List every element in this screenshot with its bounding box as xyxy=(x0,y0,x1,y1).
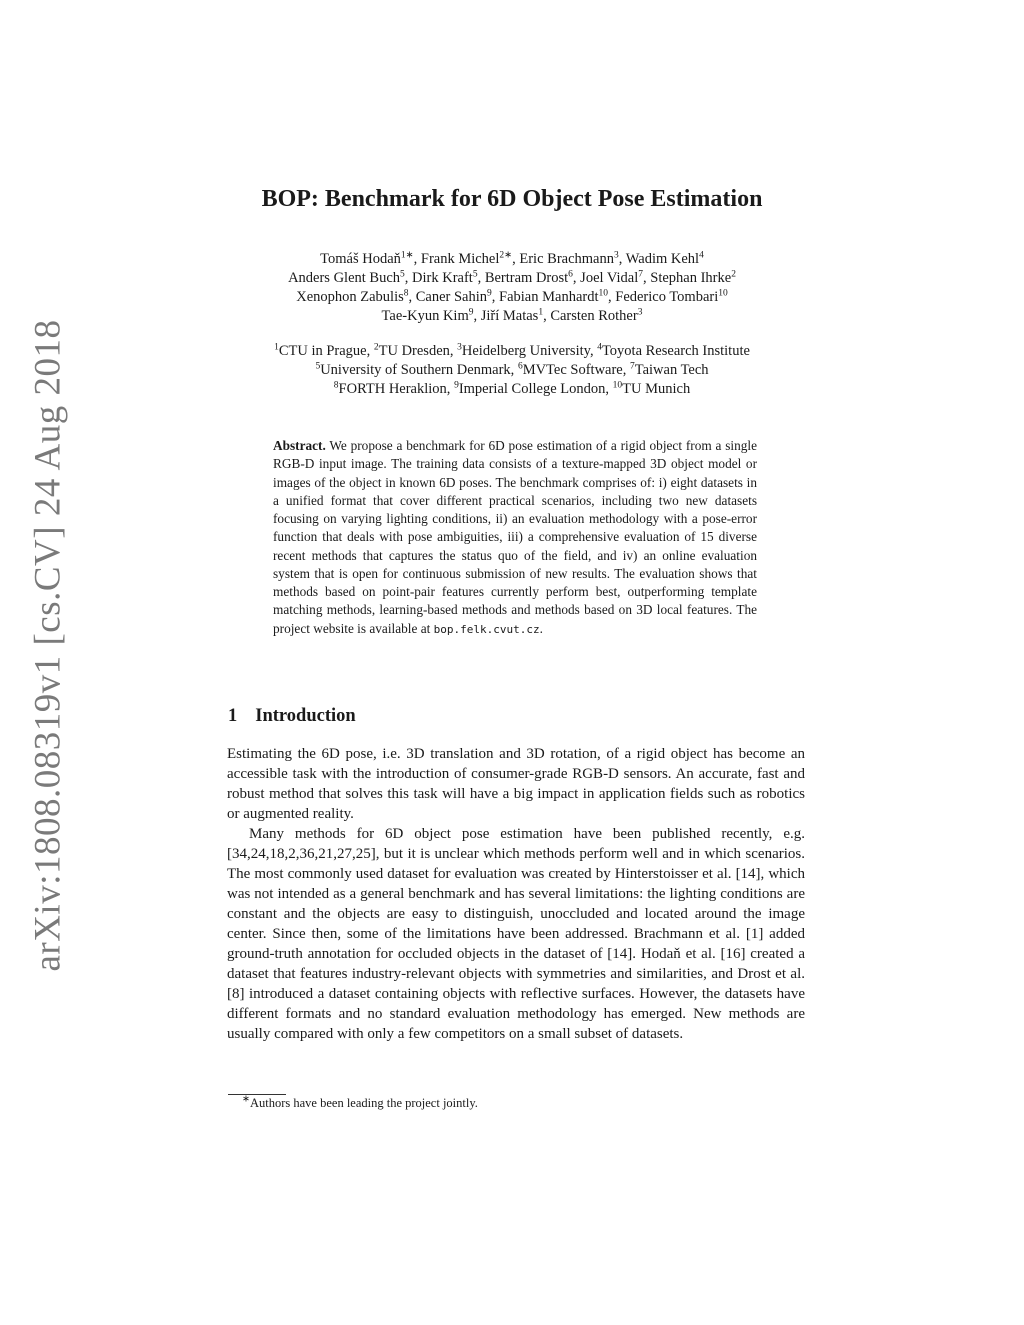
affiliation-marker: 4 xyxy=(597,342,602,353)
author-name: , Frank Michel xyxy=(413,251,500,267)
author-marker: 5 xyxy=(472,269,478,280)
author-name: , Stephan Ihrke xyxy=(643,270,732,286)
author-marker: 10 xyxy=(598,288,608,299)
author-marker: 9 xyxy=(468,307,474,318)
author-name: Tomáš Hodaň xyxy=(320,251,401,267)
affiliation-marker: 10 xyxy=(612,380,623,391)
affiliation-line xyxy=(200,342,824,361)
affiliation-list xyxy=(200,342,824,399)
affiliation-marker: 2 xyxy=(373,342,379,353)
footnote-text: Authors have been leading the project jointly. xyxy=(249,1096,478,1110)
author-name: , Jiří Matas xyxy=(473,308,539,324)
affiliation-name: TU Munich xyxy=(622,381,691,397)
affiliation-name: Heidelberg University, xyxy=(461,343,598,359)
paragraph: Many methods for 6D object pose estimation have been published recently, e.g. [34,24,18,2,36,21,27,25], but it is unclear which methods perform well and in which scenarios. The most commonly used dataset for evaluation was created by Hinterstoisser et al. [14], which was not intended as a general benchmark and has several limitations: the lighting conditions are constant and the objects are easy to distinguish, unoccluded and located around the image center. Since then, some of the limitations have been addressed. Brachmann et al. [1] added ground-truth annotation for occluded objects in the dataset of [14]. Hodaň et al. [16] created a dataset that features industry-relevant objects with symmetries and similarities, and Drost et al. [8] introduced a dataset containing objects with reflective surfaces. However, the datasets have different formats and no standard evaluation methodology has emerged. New methods are usually compared with only a few competitors on a small subset of datasets. xyxy=(227,826,805,1042)
author-name: , Joel Vidal xyxy=(572,270,639,286)
affiliation-line xyxy=(200,361,824,380)
author-marker: 6 xyxy=(568,269,573,280)
affiliation-name: Imperial College London, xyxy=(458,381,613,397)
abstract-label: Abstract. xyxy=(273,438,326,453)
affiliation-name: Taiwan Tech xyxy=(634,362,709,378)
author-list xyxy=(200,250,824,326)
author-name: , Carsten Rother xyxy=(543,308,638,324)
author-name: , Dirk Kraft xyxy=(404,270,473,286)
author-marker: 7 xyxy=(638,269,643,280)
section-number: 1 xyxy=(228,706,238,726)
arxiv-id: arXiv:1808.08319v1 [cs.CV] 24 Aug 2018 xyxy=(27,318,69,972)
author-marker: 9 xyxy=(487,288,492,299)
author-line xyxy=(200,250,824,269)
affiliation-name: TU Dresden, xyxy=(378,343,458,359)
author-name: Anders Glent Buch xyxy=(288,270,401,286)
author-marker: 2∗ xyxy=(499,250,513,261)
affiliation-marker: 5 xyxy=(315,361,321,372)
arxiv-identifier-stamp xyxy=(18,318,78,972)
affiliation-name: FORTH Heraklion, xyxy=(338,381,455,397)
author-name: , Federico Tombari xyxy=(608,289,719,305)
affiliation-name: MVTec Software, xyxy=(522,362,630,378)
abstract-end: . xyxy=(539,620,543,636)
affiliation-name: University of Southern Denmark, xyxy=(320,362,518,378)
project-url[interactable]: bop.felk.cvut.cz xyxy=(433,622,540,636)
paper-title: BOP: Benchmark for 6D Object Pose Estimation xyxy=(261,186,763,212)
affiliation-marker: 8 xyxy=(333,380,339,391)
author-marker: 4 xyxy=(699,250,704,261)
section-title: Introduction xyxy=(255,706,356,726)
author-marker: 1∗ xyxy=(400,250,414,261)
abstract-text: We propose a benchmark for 6D pose estimation of a rigid object from a single RGB-D input image. The training data consists of a texture-mapped 3D object model or images of the object in known 6D poses. The benchmark comprises of: i) eight datasets in a unified format that cover different practical scenarios, including two new datasets focusing on varying lighting conditions, ii) an evaluation methodology with a pose-error function that deals with pose ambiguities, iii) a comprehensive evaluation of 15 diverse recent methods that captures the status quo of the field, and iv) an online evaluation system that is open for continuous submission of new results. The evaluation shows that methods based on point-pair features currently perform best, outperforming template matching methods, learning-based methods and methods based on 3D local features. The project website is available at xyxy=(273,438,757,636)
abstract xyxy=(273,437,757,639)
author-marker: 3 xyxy=(614,250,619,261)
affiliation-name: CTU in Prague, xyxy=(278,343,374,359)
author-marker: 3 xyxy=(637,307,643,318)
affiliation-marker: 7 xyxy=(630,361,635,372)
author-name: , Wadim Kehl xyxy=(618,251,700,267)
author-marker: 2 xyxy=(731,269,736,280)
author-name: , Eric Brachmann xyxy=(512,251,614,267)
author-line xyxy=(200,288,824,307)
author-marker: 8 xyxy=(403,288,409,299)
author-line xyxy=(200,269,824,288)
author-name: Xenophon Zabulis xyxy=(296,289,404,305)
affiliation-marker: 3 xyxy=(457,342,462,353)
author-name: Tae-Kyun Kim xyxy=(381,308,469,324)
footnote-rule xyxy=(228,1094,286,1095)
author-marker: 1 xyxy=(538,307,544,318)
section-heading xyxy=(228,706,356,727)
author-marker: 5 xyxy=(400,269,405,280)
author-marker: 10 xyxy=(718,288,728,299)
affiliation-marker: 1 xyxy=(274,342,279,353)
author-name: , Caner Sahin xyxy=(408,289,488,305)
affiliation-name: Toyota Research Institute xyxy=(601,343,750,359)
footnote-mark: ∗ xyxy=(242,1094,250,1105)
affiliation-marker: 9 xyxy=(454,380,459,391)
affiliation-marker: 6 xyxy=(517,361,523,372)
body-text xyxy=(227,744,805,1044)
paragraph: Estimating the 6D pose, i.e. 3D translation and 3D rotation, of a rigid object has become an accessible task with the introduction of consumer-grade RGB-D sensors. An accurate, fast and robust method that solves this task will have a big impact in application fields such as robotics or augmented reality. xyxy=(227,746,805,822)
author-line xyxy=(200,307,824,326)
author-name: , Fabian Manhardt xyxy=(491,289,599,305)
affiliation-line xyxy=(200,380,824,399)
footnote xyxy=(242,1096,478,1111)
author-name: , Bertram Drost xyxy=(477,270,569,286)
